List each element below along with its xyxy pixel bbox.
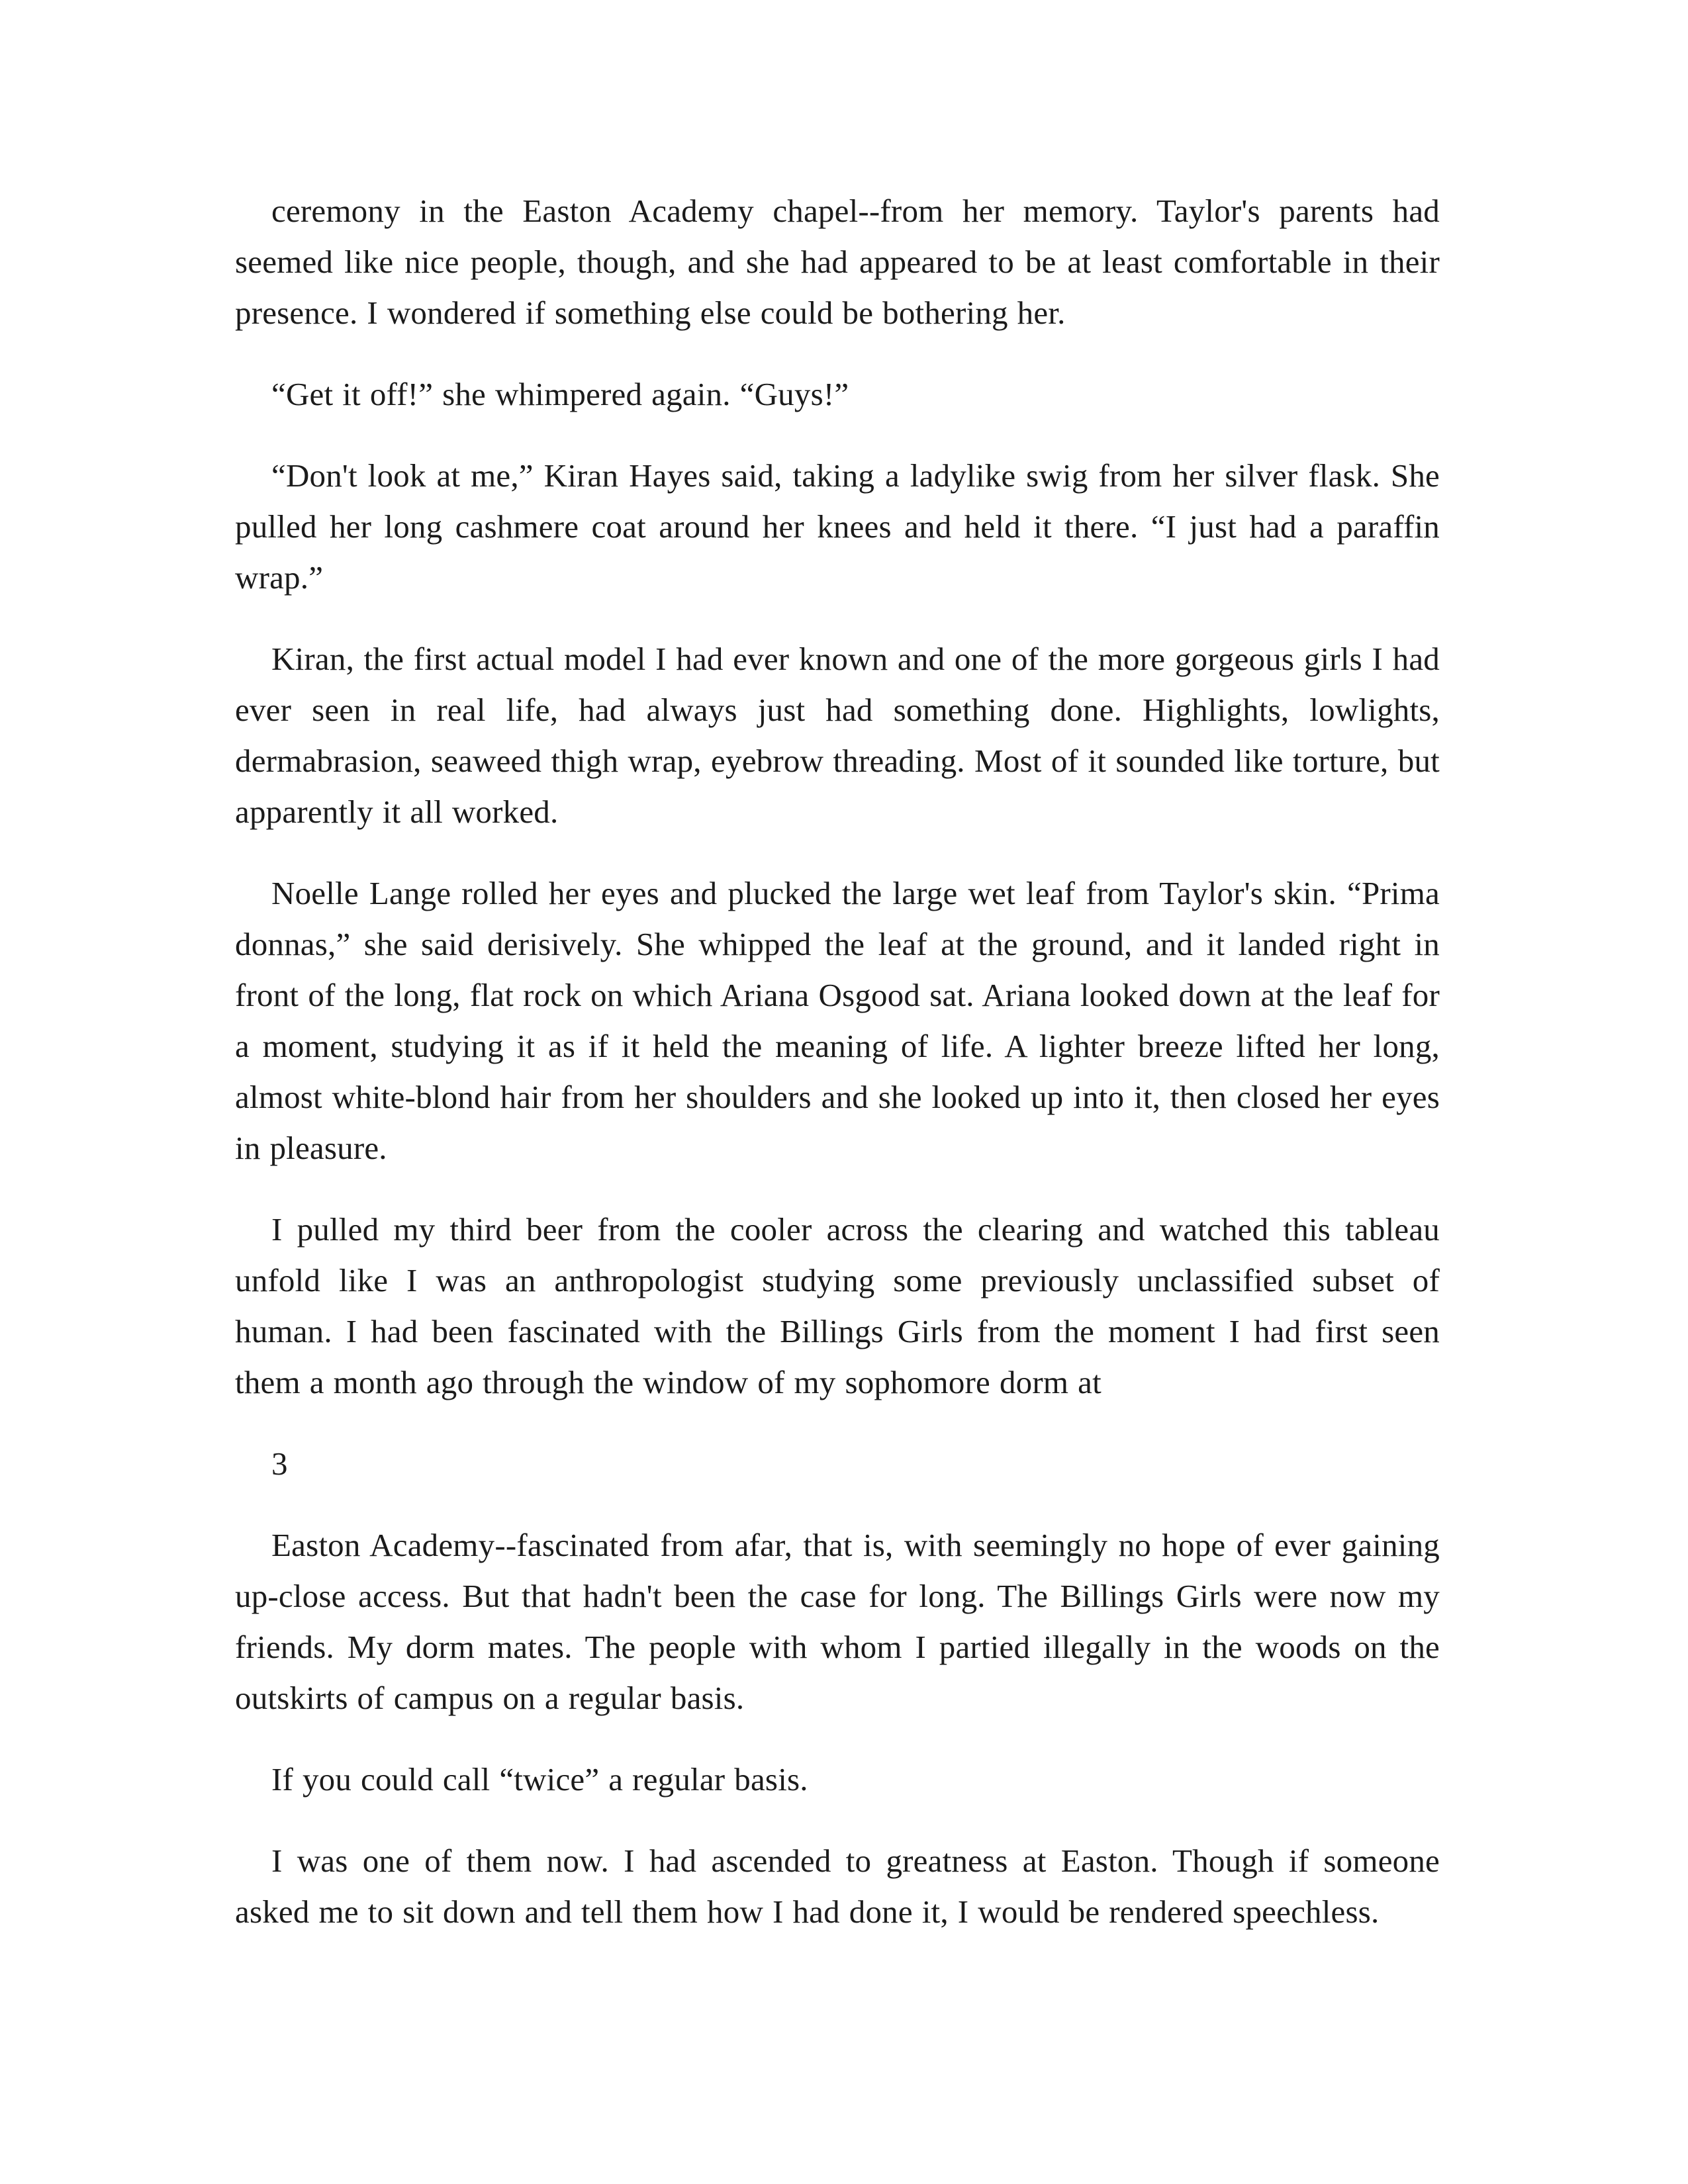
paragraph: I pulled my third beer from the cooler across the clearing and watched this tableau unfold like I was an anthropologist studying some previously unclassified subset of human. I had been fascinated with the Billings Girls from the moment I had first seen them a month ago through the window of my sophomore dorm at [235, 1211, 1440, 1400]
paragraph: Kiran, the first actual model I had ever known and one of the more gorgeous girls I had ever seen in real life, had always just had something done. Highlights, lowlights, dermabrasion, seaweed thigh wrap, eyebrow threading. Most of it sounded like torture, but apparently it all worked. [235, 641, 1440, 830]
paragraph: “Don't look at me,” Kiran Hayes said, taking a ladylike swig from her silver flask. She pulled her long cashmere coat around her knees and held it there. “I just had a paraffin wrap.” [235, 457, 1440, 596]
paragraph: Easton Academy--fascinated from afar, that is, with seemingly no hope of ever gaining up-close access. But that hadn't been the case for long. The Billings Girls were now my friends. My dorm mates. The people with whom I partied illegally in the woods on the outskirts of campus on a regular basis. [235, 1527, 1440, 1716]
paragraph: ceremony in the Easton Academy chapel--from her memory. Taylor's parents had seemed like nice people, though, and she had appeared to be at least comfortable in their presence. I wondered if something else could be bothering her. [235, 193, 1440, 331]
paragraph: I was one of them now. I had ascended to greatness at Easton. Though if someone asked me to sit down and tell them how I had done it, I would be rendered speechless. [235, 1843, 1440, 1930]
paragraph: If you could call “twice” a regular basis. [271, 1761, 808, 1797]
paragraph: Noelle Lange rolled her eyes and plucked the large wet leaf from Taylor's skin. “Prima donnas,” she said derisively. She whipped the leaf at the ground, and it landed right in front of the long, flat rock on which Ariana Osgood sat. Ariana looked down at the leaf for a moment, studying it as if it held the meaning of life. A lighter breeze lifted her long, almost white-blond hair from her shoulders and she looked up into it, then closed her eyes in pleasure. [235, 875, 1440, 1166]
paragraph: “Get it off!” she whimpered again. “Guys!” [271, 376, 849, 412]
page-number: 3 [271, 1445, 288, 1482]
